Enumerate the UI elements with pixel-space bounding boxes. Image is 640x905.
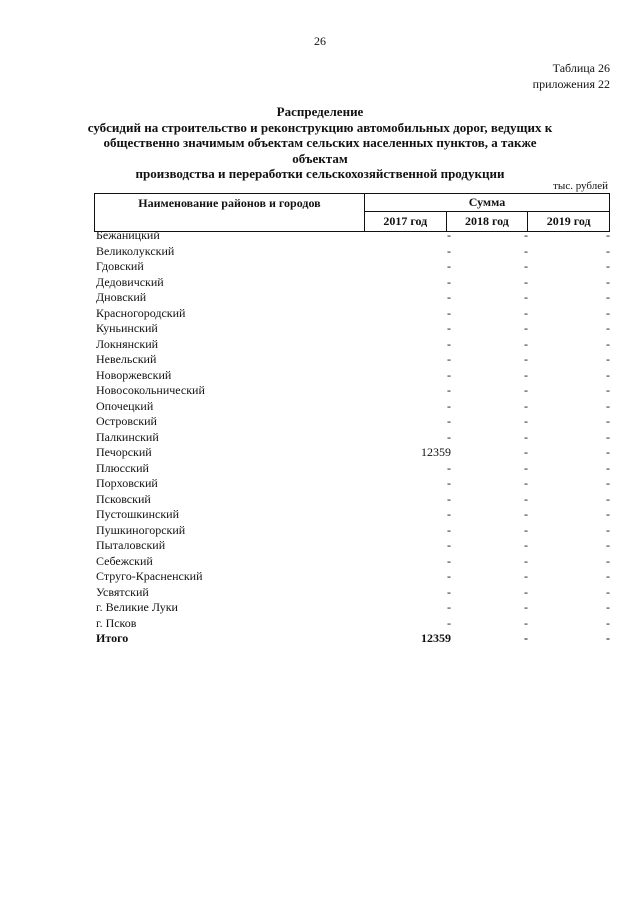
- value-2018: -: [524, 445, 528, 459]
- row-name: Новоржевский: [96, 367, 172, 382]
- title-line-3: общественно значимым объектам сельских населенных пунктов, а также объектам: [103, 135, 537, 166]
- header-year-2017: 2017 год: [364, 212, 446, 232]
- value-2017: -: [447, 336, 451, 351]
- value-2019: -: [606, 352, 610, 366]
- value-2018: -: [524, 228, 528, 242]
- row-name: Невельский: [96, 352, 157, 366]
- row-name: Печорский: [96, 445, 152, 459]
- page-number: 26: [314, 34, 326, 48]
- value-2019: -: [606, 321, 610, 335]
- row-name: Себежский: [96, 553, 153, 568]
- table-row: [94, 492, 610, 508]
- value-2019: -: [606, 398, 610, 413]
- header-sum: Сумма: [364, 194, 609, 212]
- table-body: [94, 228, 610, 647]
- value-2018: -: [524, 491, 528, 506]
- table-row: [94, 461, 610, 477]
- table-reference: [533, 60, 610, 92]
- row-name: Дедовичский: [96, 274, 164, 289]
- value-2018: -: [524, 398, 528, 413]
- row-name: Пустошкинский: [96, 507, 179, 521]
- value-2019: -: [606, 538, 610, 552]
- document-title: [80, 104, 560, 182]
- value-2017: -: [447, 259, 451, 273]
- value-2017: -: [447, 429, 451, 444]
- table-row: [94, 228, 610, 244]
- table-row: [94, 445, 610, 461]
- value-2019: -: [606, 228, 610, 242]
- title-line-2: субсидий на строительство и реконструкцию автомобильных дорог, ведущих к: [87, 119, 553, 135]
- value-2019: -: [606, 631, 610, 645]
- value-2017: 12359: [421, 445, 451, 459]
- value-2018: -: [524, 305, 528, 320]
- value-2018: -: [524, 290, 528, 304]
- value-2017: -: [447, 352, 451, 366]
- row-name: Итого: [96, 631, 129, 645]
- table-row: [94, 383, 610, 399]
- value-2018: -: [524, 553, 528, 568]
- value-2018: -: [524, 336, 528, 351]
- value-2018: -: [524, 522, 528, 537]
- value-2018: -: [524, 460, 528, 475]
- value-2018: -: [524, 429, 528, 444]
- table-row: [94, 321, 610, 337]
- row-name: Псковский: [96, 491, 151, 506]
- value-2018: -: [524, 414, 528, 428]
- table-row: [94, 399, 610, 415]
- value-2018: -: [524, 615, 528, 630]
- value-2017: -: [447, 243, 451, 258]
- row-name: г. Псков: [96, 615, 137, 630]
- row-name: Порховский: [96, 476, 158, 490]
- row-name: Опочецкий: [96, 398, 154, 413]
- value-2019: -: [606, 553, 610, 568]
- title-line-1: Распределение: [276, 104, 364, 119]
- table-row: [94, 569, 610, 585]
- value-2017: -: [447, 367, 451, 382]
- value-2017: -: [447, 414, 451, 428]
- value-2018: -: [524, 538, 528, 552]
- row-name: Куньинский: [96, 321, 158, 335]
- value-2017: -: [447, 460, 451, 475]
- table-row: [94, 430, 610, 446]
- value-2019: -: [606, 243, 610, 258]
- row-name: Великолукский: [96, 243, 175, 258]
- value-2019: -: [606, 290, 610, 304]
- title-line-4: производства и переработки сельскохозяйственной продукции: [135, 166, 505, 181]
- row-name: Новосокольнический: [96, 383, 205, 397]
- row-name: Усвятский: [96, 584, 149, 599]
- table-row: [94, 414, 610, 430]
- table-row: [94, 554, 610, 570]
- value-2018: -: [524, 352, 528, 366]
- table-row: [94, 244, 610, 260]
- row-name: Палкинский: [96, 429, 159, 444]
- table-row: [94, 476, 610, 492]
- value-2017: -: [447, 398, 451, 413]
- table-row-total: [94, 631, 610, 647]
- value-2018: -: [524, 476, 528, 490]
- value-2018: -: [524, 259, 528, 273]
- value-2017: 12359: [421, 631, 451, 645]
- value-2017: -: [447, 538, 451, 552]
- value-2019: -: [606, 305, 610, 320]
- value-2017: -: [447, 383, 451, 397]
- table-row: [94, 275, 610, 291]
- value-2017: -: [447, 274, 451, 289]
- value-2018: -: [524, 367, 528, 382]
- value-2017: -: [447, 615, 451, 630]
- table-row: [94, 538, 610, 554]
- value-2019: -: [606, 584, 610, 599]
- value-2019: -: [606, 476, 610, 490]
- value-2019: -: [606, 460, 610, 475]
- row-name: Плюсский: [96, 460, 149, 475]
- value-2017: -: [447, 600, 451, 614]
- table-row: [94, 259, 610, 275]
- value-2018: -: [524, 507, 528, 521]
- value-2019: -: [606, 445, 610, 459]
- row-name: Локнянский: [96, 336, 159, 351]
- header-year-2019: 2019 год: [528, 212, 610, 232]
- value-2018: -: [524, 584, 528, 599]
- value-2017: -: [447, 228, 451, 242]
- table-ref-line-1: Таблица 26: [552, 61, 610, 75]
- value-2019: -: [606, 336, 610, 351]
- header-name-column: Наименование районов и городов: [95, 194, 365, 232]
- value-2019: -: [606, 367, 610, 382]
- value-2017: -: [447, 553, 451, 568]
- value-2017: -: [447, 305, 451, 320]
- value-2019: -: [606, 600, 610, 614]
- value-2018: -: [524, 631, 528, 645]
- value-2019: -: [606, 414, 610, 428]
- row-name: Красногородский: [96, 305, 186, 320]
- row-name: Гдовский: [96, 259, 144, 273]
- value-2017: -: [447, 522, 451, 537]
- value-2019: -: [606, 259, 610, 273]
- value-2018: -: [524, 321, 528, 335]
- table-row: [94, 523, 610, 539]
- value-2019: -: [606, 507, 610, 521]
- value-2018: -: [524, 569, 528, 583]
- value-2018: -: [524, 600, 528, 614]
- value-2018: -: [524, 383, 528, 397]
- value-2019: -: [606, 383, 610, 397]
- value-2019: -: [606, 569, 610, 583]
- row-name: Струго-Красненский: [96, 569, 203, 583]
- value-2019: -: [606, 522, 610, 537]
- table-row: [94, 585, 610, 601]
- value-2017: -: [447, 507, 451, 521]
- value-2019: -: [606, 429, 610, 444]
- row-name: Пушкиногорский: [96, 522, 186, 537]
- table-row: [94, 368, 610, 384]
- value-2017: -: [447, 321, 451, 335]
- table-row: [94, 600, 610, 616]
- value-2017: -: [447, 569, 451, 583]
- table-row: [94, 616, 610, 632]
- table-row: [94, 306, 610, 322]
- row-name: г. Великие Луки: [96, 600, 178, 614]
- value-2017: -: [447, 290, 451, 304]
- value-2017: -: [447, 476, 451, 490]
- table-ref-line-2: приложения 22: [532, 77, 610, 91]
- table-header: [94, 193, 610, 232]
- row-name: Островский: [96, 414, 157, 428]
- value-2018: -: [524, 243, 528, 258]
- row-name: Бежаницкий: [96, 228, 160, 242]
- table-row: [94, 352, 610, 368]
- value-2019: -: [606, 491, 610, 506]
- table-row: [94, 337, 610, 353]
- header-year-2018: 2018 год: [446, 212, 528, 232]
- row-name: Дновский: [96, 290, 147, 304]
- table-row: [94, 290, 610, 306]
- value-2019: -: [606, 615, 610, 630]
- value-2018: -: [524, 274, 528, 289]
- value-2017: -: [447, 584, 451, 599]
- row-name: Пыталовский: [96, 538, 166, 552]
- value-2017: -: [447, 491, 451, 506]
- units-label: тыс. рублей: [553, 180, 608, 192]
- value-2019: -: [606, 274, 610, 289]
- table-row: [94, 507, 610, 523]
